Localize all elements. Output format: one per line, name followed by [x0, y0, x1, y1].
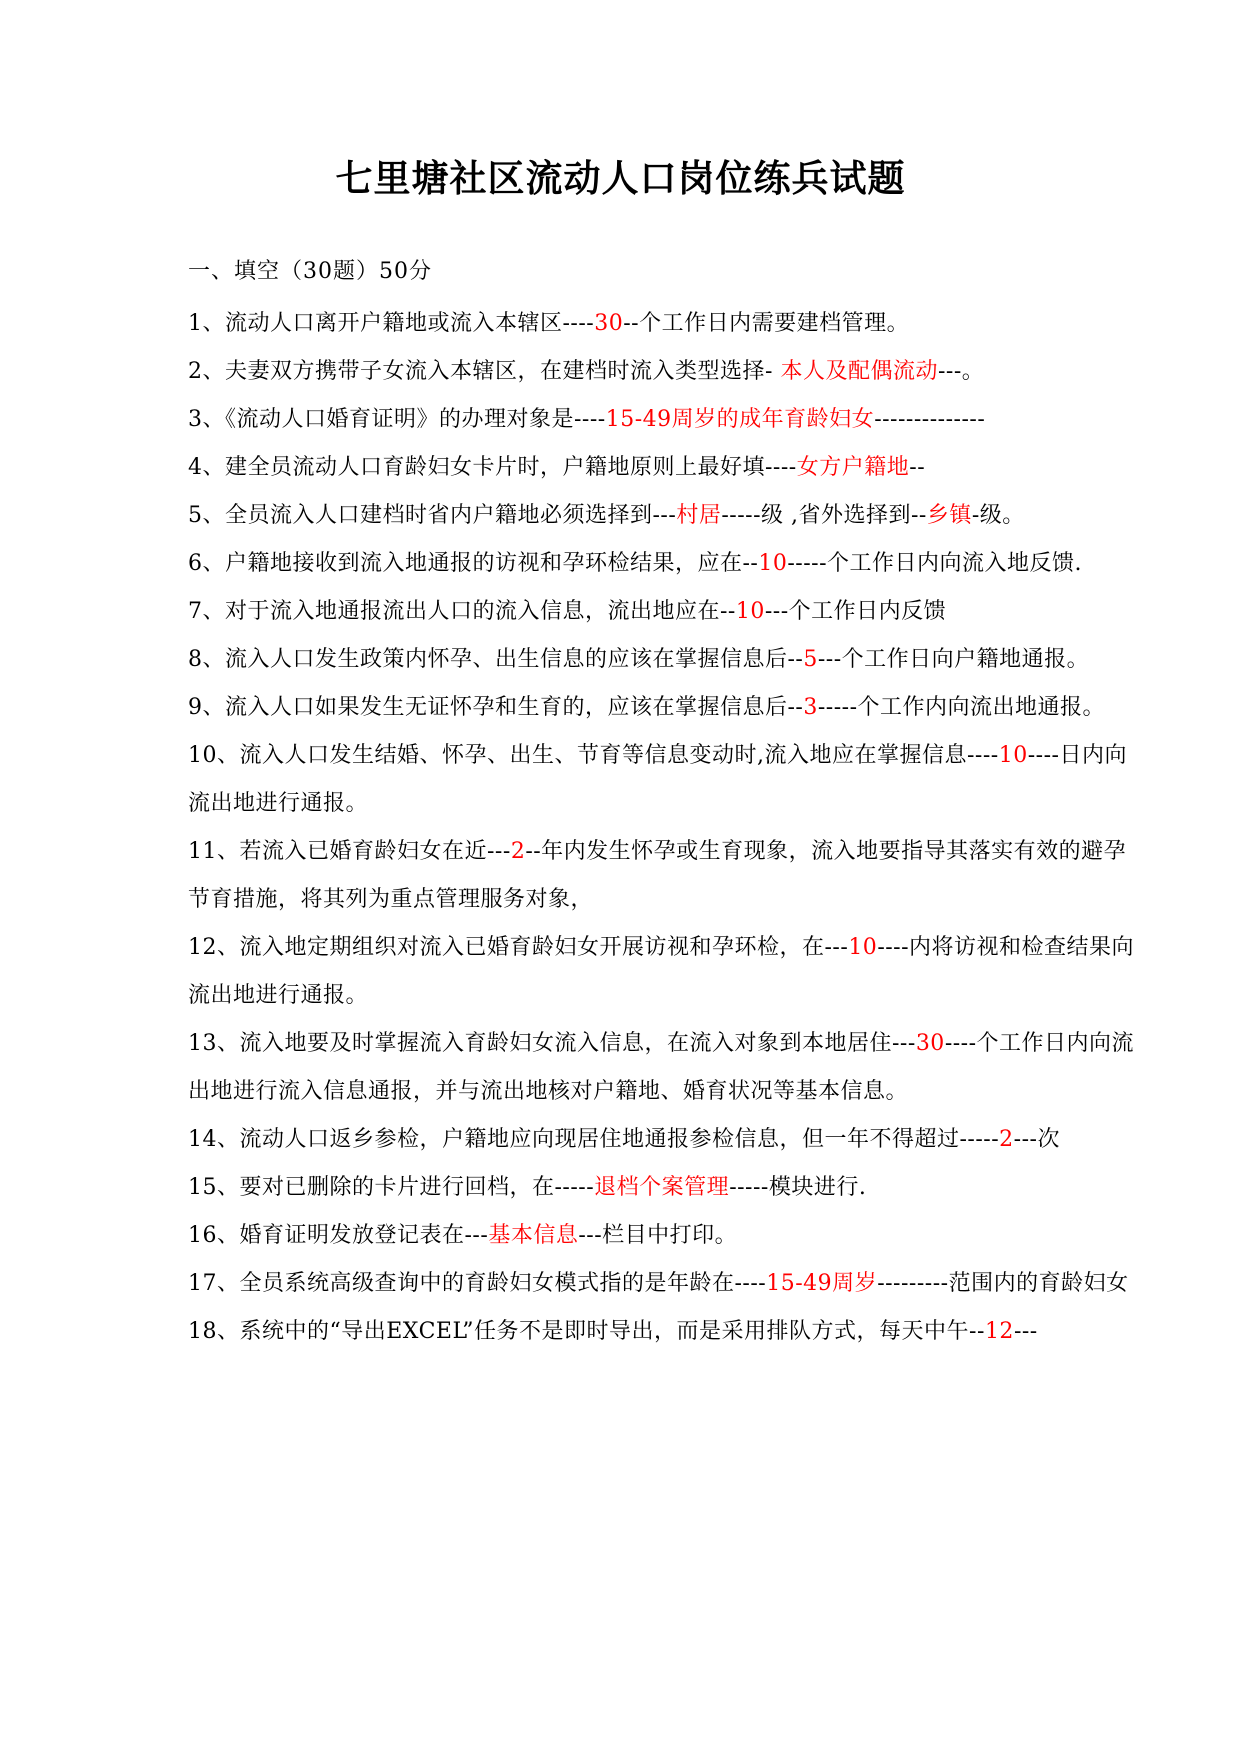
question-item: [188, 924, 1148, 1020]
question-number: 16、: [188, 1223, 240, 1248]
question-text: 流入人口发生政策内怀孕、出生信息的应该在掌握信息后--: [225, 647, 804, 672]
question-text: -----个工作内向流出地通报。: [817, 695, 1106, 720]
question-item: [188, 828, 1148, 924]
question-number: 1、: [188, 311, 225, 336]
question-text: 流入人口如果发生无证怀孕和生育的，应该在掌握信息后--: [225, 695, 804, 720]
question-text: --------------: [874, 407, 986, 432]
question-text: ---: [1013, 1319, 1038, 1344]
answer-text: 10: [758, 551, 788, 576]
question-number: 9、: [188, 695, 225, 720]
question-number: 10、: [188, 743, 240, 768]
question-text: ----内将访视和检查结果向流出地进行通报。: [188, 935, 1135, 1008]
question-item: [188, 396, 1148, 444]
question-text: -级。: [971, 503, 1025, 528]
answer-text: 5: [803, 647, 818, 672]
question-text: -----个工作日内向流入地反馈.: [787, 551, 1083, 576]
answer-text: 乡镇: [926, 503, 972, 528]
question-text: --个工作日内需要建档管理。: [623, 311, 910, 336]
question-item: [188, 588, 1148, 636]
question-item: [188, 732, 1148, 828]
question-text: 若流入已婚育龄妇女在近---: [239, 839, 511, 864]
question-text: ---次: [1013, 1127, 1060, 1152]
answer-text: 本人及配偶流动: [780, 359, 938, 384]
question-item: [188, 1164, 1148, 1212]
section-header: 一、填空（30题）50分: [188, 259, 432, 284]
question-text: 流入人口发生结婚、怀孕、出生、节育等信息变动时,流入地应在掌握信息----: [239, 743, 999, 768]
answer-text: 12: [984, 1319, 1014, 1344]
question-text: -----模块进行.: [729, 1175, 867, 1200]
question-number: 2、: [188, 359, 225, 384]
question-text: 对于流入地通报流出人口的流入信息，流出地应在--: [225, 599, 736, 624]
question-item: [188, 1212, 1148, 1260]
question-text: 流动人口返乡参检，户籍地应向现居住地通报参检信息，但一年不得超过-----: [239, 1127, 1000, 1152]
answer-text: 10: [998, 743, 1028, 768]
question-list: [188, 300, 1148, 1356]
question-text: ----个工作日内向流出地进行流入信息通报，并与流出地核对户籍地、婚育状况等基本信息。: [188, 1031, 1135, 1104]
answer-text: 村居: [676, 503, 722, 528]
question-item: [188, 684, 1148, 732]
question-text: ---。: [937, 359, 985, 384]
answer-text: 15-49周岁: [766, 1271, 878, 1296]
question-text: 《流动人口婚育证明》的办理对象是----: [225, 407, 606, 432]
answer-text: 基本信息: [488, 1223, 579, 1248]
question-item: [188, 444, 1148, 492]
question-text: 流动人口离开户籍地或流入本辖区----: [225, 311, 595, 336]
question-text: ---栏目中打印。: [578, 1223, 738, 1248]
question-number: 18、: [188, 1319, 240, 1344]
question-item: [188, 1116, 1148, 1164]
question-number: 13、: [188, 1031, 240, 1056]
question-text: 户籍地接收到流入地通报的访视和孕环检结果，应在--: [225, 551, 759, 576]
question-text: ---------范围内的育龄妇女: [877, 1271, 1129, 1296]
answer-text: 3: [803, 695, 818, 720]
question-text: --年内发生怀孕或生育现象，流入地要指导其落实有效的避孕节育措施，将其列为重点管理服务对象，: [188, 839, 1127, 912]
question-item: [188, 1260, 1148, 1308]
answer-text: 女方户籍地: [796, 455, 910, 480]
question-number: 8、: [188, 647, 225, 672]
question-item: [188, 348, 1148, 396]
question-number: 4、: [188, 455, 225, 480]
answer-text: 退档个案管理: [594, 1175, 730, 1200]
question-item: [188, 1308, 1148, 1356]
question-text: 流入地要及时掌握流入育龄妇女流入信息，在流入对象到本地居住---: [239, 1031, 916, 1056]
question-text: 建全员流动人口育龄妇女卡片时，户籍地原则上最好填----: [225, 455, 797, 480]
question-number: 5、: [188, 503, 225, 528]
question-text: 系统中的“导出EXCEL”任务不是即时导出，而是采用排队方式，每天中午--: [239, 1319, 985, 1344]
question-text: ----日内向流出地进行通报。: [188, 743, 1127, 816]
question-number: 11、: [188, 839, 240, 864]
question-text: --: [909, 455, 926, 480]
question-text: 要对已删除的卡片进行回档，在-----: [239, 1175, 595, 1200]
document-title: 七里塘社区流动人口岗位练兵试题: [335, 156, 906, 200]
question-number: 17、: [188, 1271, 240, 1296]
question-text: 全员流入人口建档时省内户籍地必须选择到---: [225, 503, 677, 528]
question-number: 12、: [188, 935, 240, 960]
question-number: 3、: [188, 407, 225, 432]
question-text: 流入地定期组织对流入已婚育龄妇女开展访视和孕环检，在---: [239, 935, 849, 960]
question-number: 6、: [188, 551, 225, 576]
question-text: 夫妻双方携带子女流入本辖区，在建档时流入类型选择-: [225, 359, 781, 384]
question-number: 15、: [188, 1175, 240, 1200]
question-item: [188, 636, 1148, 684]
answer-text: 10: [735, 599, 765, 624]
question-text: ---个工作日向户籍地通报。: [817, 647, 1090, 672]
question-item: [188, 492, 1148, 540]
question-item: [188, 1020, 1148, 1116]
answer-text: 10: [848, 935, 878, 960]
question-number: 7、: [188, 599, 225, 624]
answer-text: 30: [594, 311, 624, 336]
question-item: [188, 300, 1148, 348]
answer-text: 30: [915, 1031, 945, 1056]
question-text: 婚育证明发放登记表在---: [239, 1223, 489, 1248]
question-text: 全员系统高级查询中的育龄妇女模式指的是年龄在----: [239, 1271, 767, 1296]
question-text: ---个工作日内反馈: [764, 599, 947, 624]
answer-text: 2: [510, 839, 526, 864]
question-text: -----级 ,省外选择到--: [721, 503, 927, 528]
answer-text: 2: [999, 1127, 1014, 1152]
answer-text: 15-49周岁的成年育龄妇女: [605, 407, 875, 432]
question-number: 14、: [188, 1127, 240, 1152]
question-item: [188, 540, 1148, 588]
